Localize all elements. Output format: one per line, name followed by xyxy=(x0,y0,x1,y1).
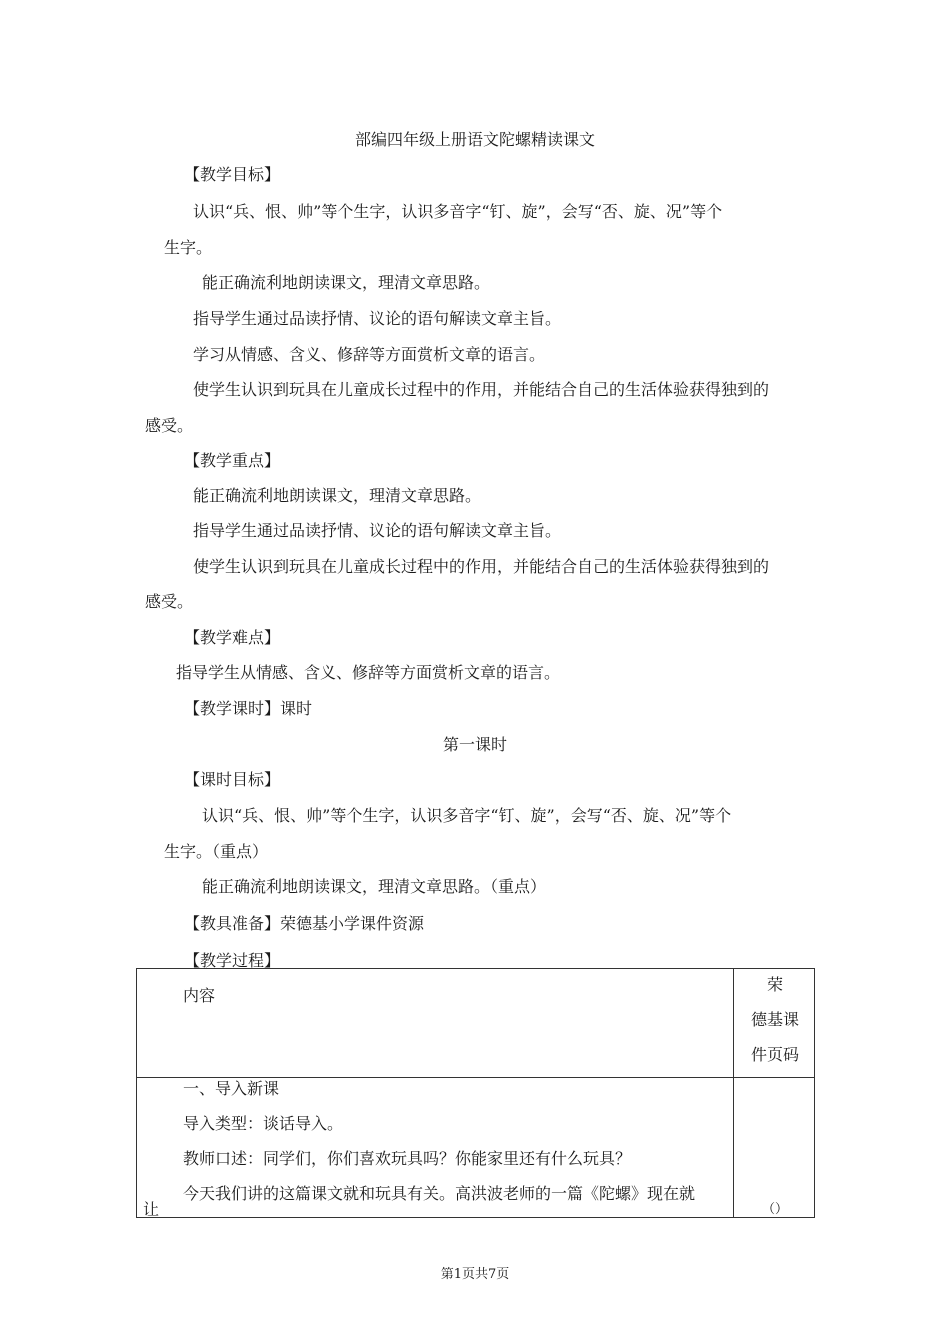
equipment-line: 【教具准备】荣德基小学课件资源 xyxy=(184,914,425,933)
document-title: 部编四年级上册语文陀螺精读课文 xyxy=(354,130,595,149)
table-header-side-line: 荣 xyxy=(766,975,783,994)
table-header-side-line: 件页码 xyxy=(750,1045,799,1064)
periods-line: 【教学课时】课时 xyxy=(184,699,313,718)
key-point-item-continued: 感受。 xyxy=(145,592,194,611)
key-point-item: 指导学生通过品读抒情、议论的语句解读文章主旨。 xyxy=(193,521,562,540)
lesson-objective-item: 能正确流利地朗读课文，理清文章思路。（重点） xyxy=(202,877,547,896)
table-cell-line: 导入类型：谈话导入。 xyxy=(183,1114,344,1133)
objective-item: 指导学生通过品读抒情、议论的语句解读文章主旨。 xyxy=(193,309,562,328)
objective-item-continued: 感受。 xyxy=(145,416,194,435)
table-row-divider xyxy=(137,1077,814,1078)
table-cell-line: 教师口述：同学们，你们喜欢玩具吗？你能家里还有什么玩具？ xyxy=(183,1149,632,1168)
table-header-content: 内容 xyxy=(183,986,216,1005)
table-cell-line: 今天我们讲的这篇课文就和玩具有关。高洪波老师的一篇《陀螺》现在就 xyxy=(183,1184,696,1203)
objective-item: 认识“兵、恨、帅”等个生字，认识多音字“钉、旋”，会写“否、旋、况”等个 xyxy=(193,202,723,221)
table-cell-line: 一、导入新课 xyxy=(183,1079,280,1098)
objectives-heading: 【教学目标】 xyxy=(184,165,281,184)
objective-item-continued: 生字。 xyxy=(164,238,213,257)
key-point-item: 能正确流利地朗读课文，理清文章思路。 xyxy=(193,486,482,505)
table-cell-line-continued: 让 xyxy=(143,1200,160,1219)
key-points-heading: 【教学重点】 xyxy=(184,451,281,470)
objective-item: 学习从情感、含义、修辞等方面赏析文章的语言。 xyxy=(193,345,546,364)
lesson-objective-item: 认识“兵、恨、帅”等个生字，认识多音字“钉、旋”，会写“否、旋、况”等个 xyxy=(202,806,732,825)
difficulties-heading: 【教学难点】 xyxy=(184,628,281,647)
lesson-objective-item-continued: 生字。（重点） xyxy=(164,842,269,861)
table-cell-side: （） xyxy=(761,1202,788,1217)
lesson-heading: 第一课时 xyxy=(442,735,507,754)
key-point-item: 使学生认识到玩具在儿童成长过程中的作用，并能结合自己的生活体验获得独到的 xyxy=(193,557,770,576)
teaching-process-table xyxy=(136,968,815,1218)
table-header-side-line: 德基课 xyxy=(750,1010,799,1029)
difficulty-item: 指导学生从情感、含义、修辞等方面赏析文章的语言。 xyxy=(176,663,561,682)
page-footer: 第1页共7页 xyxy=(440,1267,510,1282)
process-heading: 【教学过程】 xyxy=(184,951,281,970)
table-column-divider xyxy=(733,969,734,1217)
lesson-objectives-heading: 【课时目标】 xyxy=(184,770,281,789)
objective-item: 使学生认识到玩具在儿童成长过程中的作用，并能结合自己的生活体验获得独到的 xyxy=(193,380,770,399)
objective-item: 能正确流利地朗读课文，理清文章思路。 xyxy=(202,273,491,292)
